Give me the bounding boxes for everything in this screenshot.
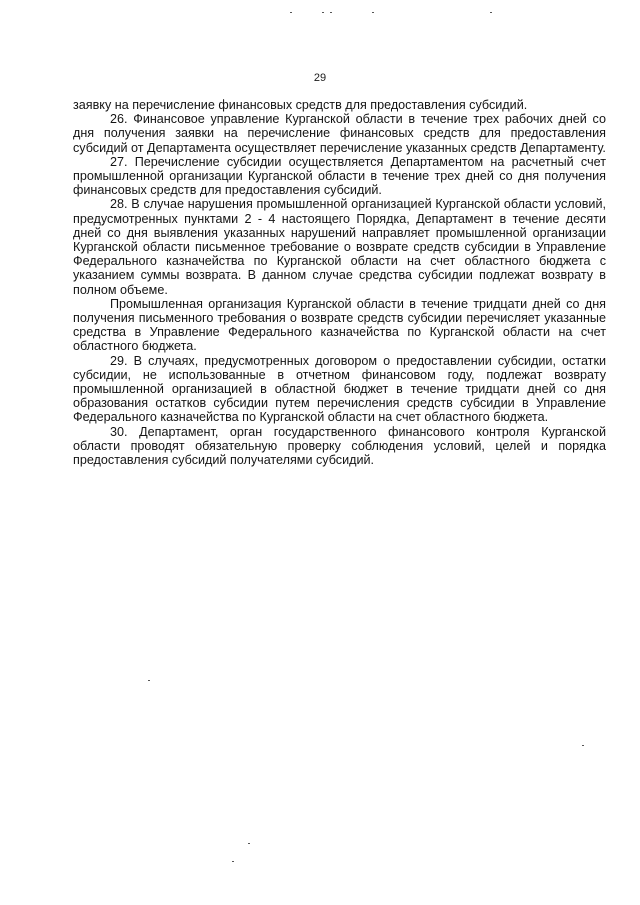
paragraph-28: 28. В случае нарушения промышленной организацией Курганской области условий, предусмотренных пунктами 2 - 4 настоящего Порядка, Департамент в течение десяти дней со дня выявления указанных нарушений направляет промышленной организации Курганской области письменное требование о возврате средств субсидии в Управление Федерального казначейства по Курганской области на счет областного бюджета с указанием суммы возврата. В данном случае средства субсидии подлежат возврату в полном объеме.	[73, 197, 606, 297]
page-number: 29	[313, 72, 327, 84]
paragraph-28-continued: Промышленная организация Курганской области в течение тридцати дней со дня получения письменного требования о возврате средств субсидии перечисляет указанные средства в Управление Федерального казначейства по Курганской области на счет областного бюджета.	[73, 296, 606, 354]
scan-speck	[582, 745, 584, 746]
scan-speck	[248, 843, 250, 844]
document-body	[73, 98, 606, 467]
scan-speck	[330, 12, 332, 13]
paragraph-26: 26. Финансовое управление Курганской области в течение трех рабочих дней со дня получения заявки на перечисление финансовых средств для предоставления субсидий от Департамента осуществляет перечисление указанных средств Департаменту.	[73, 112, 606, 155]
paragraph-27: 27. Перечисление субсидии осуществляется Департаментом на расчетный счет промышленной организации Курганской области в течение трех дней со дня получения финансовых средств для предоставления субсидий.	[73, 154, 606, 198]
paragraph-continuation: заявку на перечисление финансовых средств для предоставления субсидий.	[73, 98, 528, 112]
paragraph-29: 29. В случаях, предусмотренных договором о предоставлении субсидии, остатки субсидии, не использованные в отчетном финансовом году, подлежат возврату промышленной организацией в областной бюджет в течение тридцати дней со дня образования остатков субсидии путем перечисления средств субсидии в Управление Федерального казначейства по Курганской области на счет областного бюджета.	[73, 353, 606, 425]
scan-speck	[232, 861, 234, 862]
paragraph-30: 30. Департамент, орган государственного финансового контроля Курганской области проводят обязательную проверку соблюдения условий, целей и порядка предоставления субсидий получателями субсидий.	[73, 424, 606, 468]
scan-speck	[372, 12, 374, 13]
scan-speck	[490, 12, 492, 13]
scan-speck	[322, 12, 324, 13]
scan-speck	[148, 680, 150, 681]
scan-speck	[290, 12, 292, 13]
